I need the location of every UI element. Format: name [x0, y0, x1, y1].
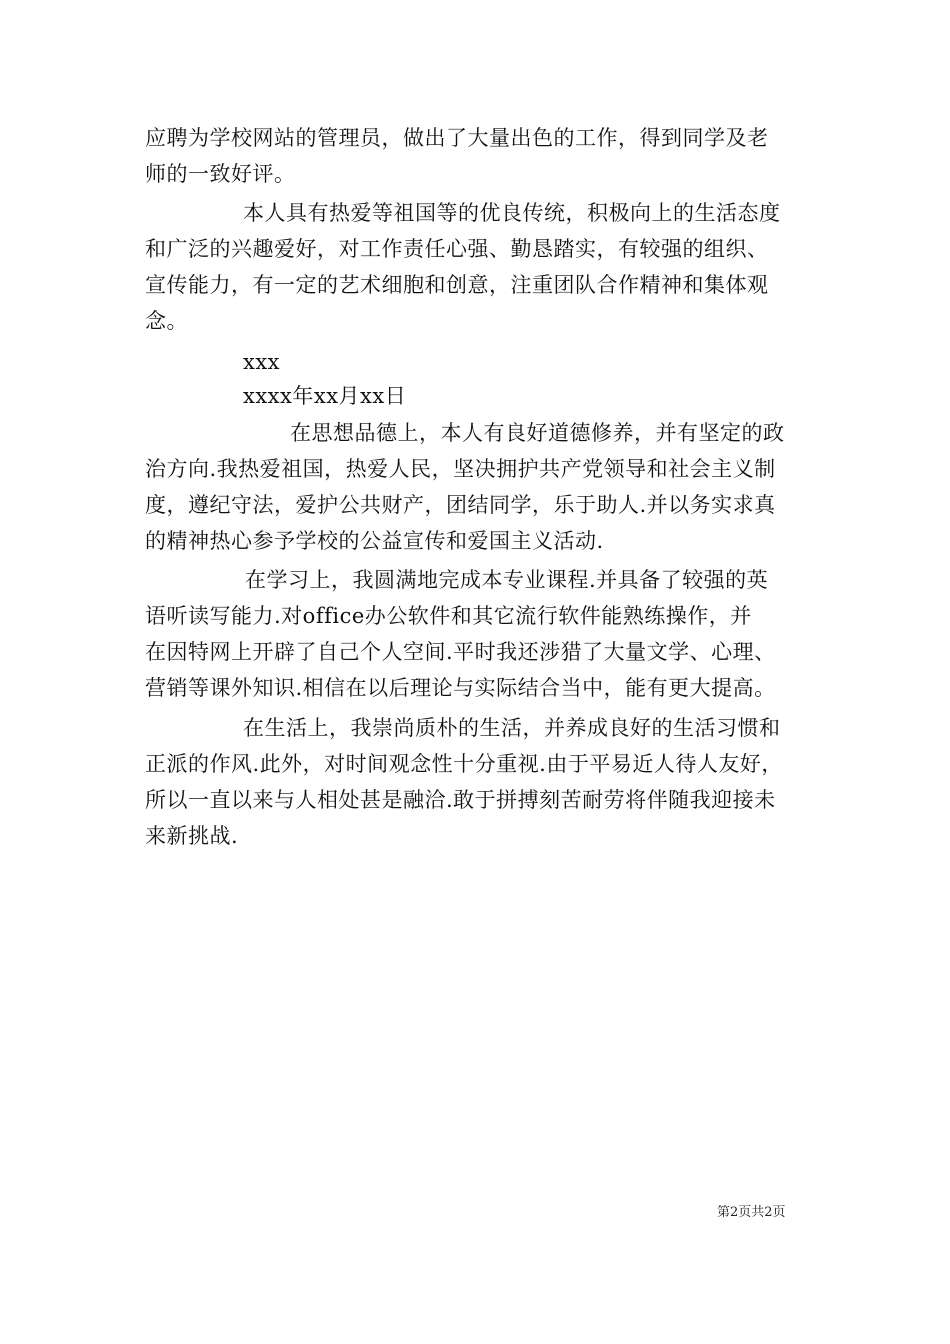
text-line: 师的一致好评。	[145, 162, 296, 186]
text-line: 所以一直以来与人相处甚是融洽.敢于拼搏刻苦耐劳将伴随我迎接未	[145, 788, 776, 812]
signature-date: xxxx年xx月xx日	[243, 384, 407, 408]
text-line: 治方向.我热爱祖国，热爱人民，坚决拥护共产党领导和社会主义制	[145, 457, 776, 481]
signature-name: xxx	[243, 350, 281, 374]
text-line: 正派的作风.此外，对时间观念性十分重视.由于平易近人待人友好，	[145, 752, 783, 776]
text-line: 在思想品德上，本人有良好道德修养，并有坚定的政	[290, 421, 785, 445]
text-line: 宣传能力，有一定的艺术细胞和创意，注重团队合作精神和集体观	[145, 273, 769, 297]
page-number: 第2页共2页	[717, 1205, 786, 1220]
text-line: 在学习上，我圆满地完成本专业课程.并具备了较强的英	[245, 568, 769, 592]
text-line: 的精神热心参予学校的公益宣传和爱国主义活动.	[145, 529, 604, 553]
text-line: 应聘为学校网站的管理员，做出了大量出色的工作，得到同学及老	[145, 126, 769, 150]
text-line: 本人具有热爱等祖国等的优良传统，积极向上的生活态度	[243, 201, 781, 225]
text-line: 和广泛的兴趣爱好，对工作责任心强、勤恳踏实，有较强的组织、	[145, 237, 769, 261]
text-line: 在生活上，我崇尚质朴的生活，并养成良好的生活习惯和	[243, 716, 781, 740]
text-line: 念。	[145, 309, 188, 333]
text-line: 度，遵纪守法，爱护公共财产，团结同学，乐于助人.并以务实求真	[145, 493, 776, 517]
text-line: 营销等课外知识.相信在以后理论与实际结合当中，能有更大提高。	[145, 676, 776, 700]
text-line: 来新挑战.	[145, 824, 239, 848]
text-line: 在因特网上开辟了自己个人空间.平时我还涉猎了大量文学、心理、	[145, 640, 776, 664]
text-line: 语听读写能力.对office办公软件和其它流行软件能熟练操作，并	[145, 604, 752, 628]
